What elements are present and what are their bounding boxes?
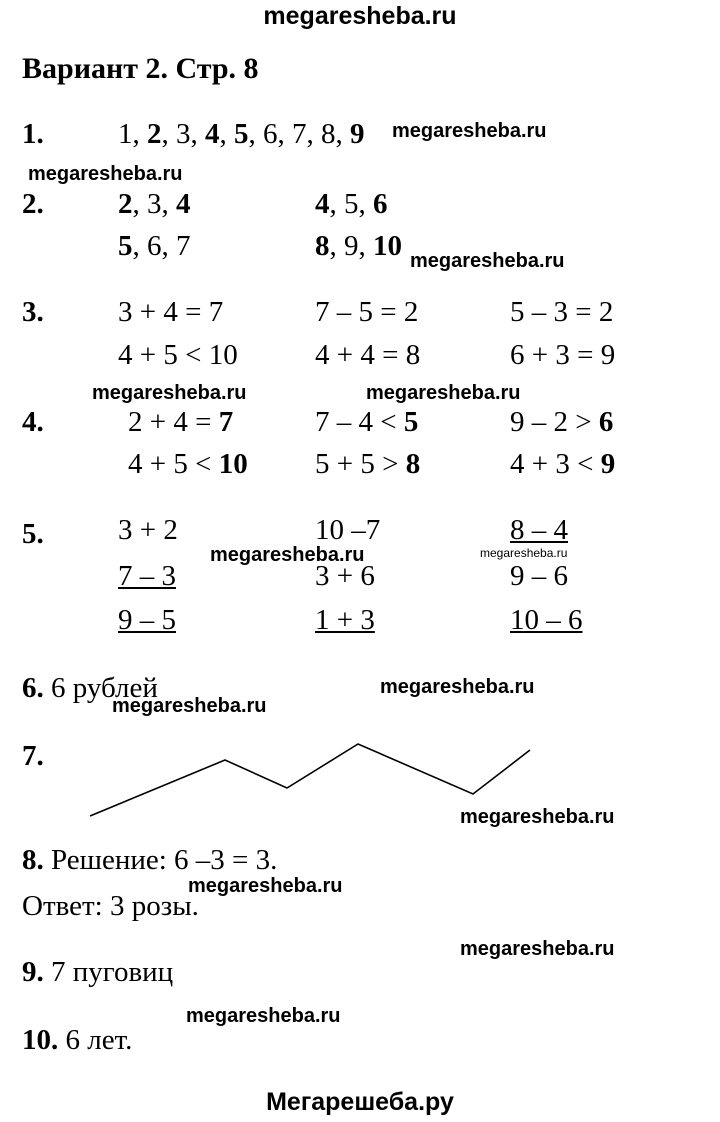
task-4-expression: 7 – 4 < 5 — [315, 406, 419, 438]
task-5-expression: 3 + 6 — [315, 560, 375, 592]
page-title: Вариант 2. Стр. 8 — [22, 52, 259, 85]
task-10-answer: 10. 6 лет. — [22, 1024, 133, 1056]
watermark: megaresheba.ru — [28, 163, 183, 185]
task-4-expression: 9 – 2 > 6 — [510, 406, 614, 438]
watermark: megaresheba.ru — [112, 695, 267, 717]
watermark: megaresheba.ru — [480, 546, 568, 560]
task-4-expression: 4 + 3 < 9 — [510, 448, 616, 480]
watermark: megaresheba.ru — [410, 250, 565, 272]
task-3-expression: 5 – 3 = 2 — [510, 296, 614, 328]
task-2-sequence: 5, 6, 7 — [118, 230, 191, 262]
task-2-sequence: 4, 5, 6 — [315, 188, 388, 220]
task-1-answer: 1, 2, 3, 4, 5, 6, 7, 8, 9 — [118, 118, 365, 150]
task-1-number: 1. — [22, 118, 44, 150]
watermark: megaresheba.ru — [186, 1005, 341, 1027]
task-5-expression: 3 + 2 — [118, 514, 178, 546]
task-3-expression: 3 + 4 = 7 — [118, 296, 224, 328]
task-3-expression: 7 – 5 = 2 — [315, 296, 419, 328]
task-6-answer: 6. 6 рублей — [22, 672, 158, 704]
task-5-expression: 8 – 4 — [510, 514, 568, 546]
task-4-expression: 4 + 5 < 10 — [128, 448, 248, 480]
task-5-number: 5. — [22, 518, 44, 550]
task-3-expression: 4 + 5 < 10 — [118, 339, 238, 371]
task-2-number: 2. — [22, 188, 44, 220]
site-footer: Мегарешеба.ру — [266, 1088, 454, 1116]
watermark: megaresheba.ru — [392, 120, 547, 142]
task-3-expression: 4 + 4 = 8 — [315, 339, 421, 371]
site-header: megaresheba.ru — [263, 2, 457, 30]
task-4-expression: 2 + 4 = 7 — [128, 406, 234, 438]
watermark: megaresheba.ru — [92, 382, 247, 404]
task-4-number: 4. — [22, 406, 44, 438]
task-3-expression: 6 + 3 = 9 — [510, 339, 616, 371]
task-5-expression: 10 – 6 — [510, 604, 583, 636]
task-8-answer: Ответ: 3 розы. — [22, 890, 199, 922]
task-5-expression: 7 – 3 — [118, 560, 176, 592]
task-4-expression: 5 + 5 > 8 — [315, 448, 421, 480]
task-5-expression: 1 + 3 — [315, 604, 375, 636]
task-8-solution: 8. Решение: 6 –3 = 3. — [22, 844, 278, 876]
watermark: megaresheba.ru — [380, 676, 535, 698]
watermark: megaresheba.ru — [366, 382, 521, 404]
watermark: megaresheba.ru — [460, 806, 615, 828]
watermark: megaresheba.ru — [188, 875, 343, 897]
task-3-number: 3. — [22, 296, 44, 328]
watermark: megaresheba.ru — [460, 938, 615, 960]
task-2-sequence: 2, 3, 4 — [118, 188, 191, 220]
task-2-sequence: 8, 9, 10 — [315, 230, 402, 262]
watermark: megaresheba.ru — [210, 544, 365, 566]
task-9-answer: 9. 7 пуговиц — [22, 956, 174, 988]
task-7-number: 7. — [22, 740, 44, 772]
task-5-expression: 9 – 6 — [510, 560, 568, 592]
task-5-expression: 10 –7 — [315, 514, 381, 546]
task-5-expression: 9 – 5 — [118, 604, 176, 636]
